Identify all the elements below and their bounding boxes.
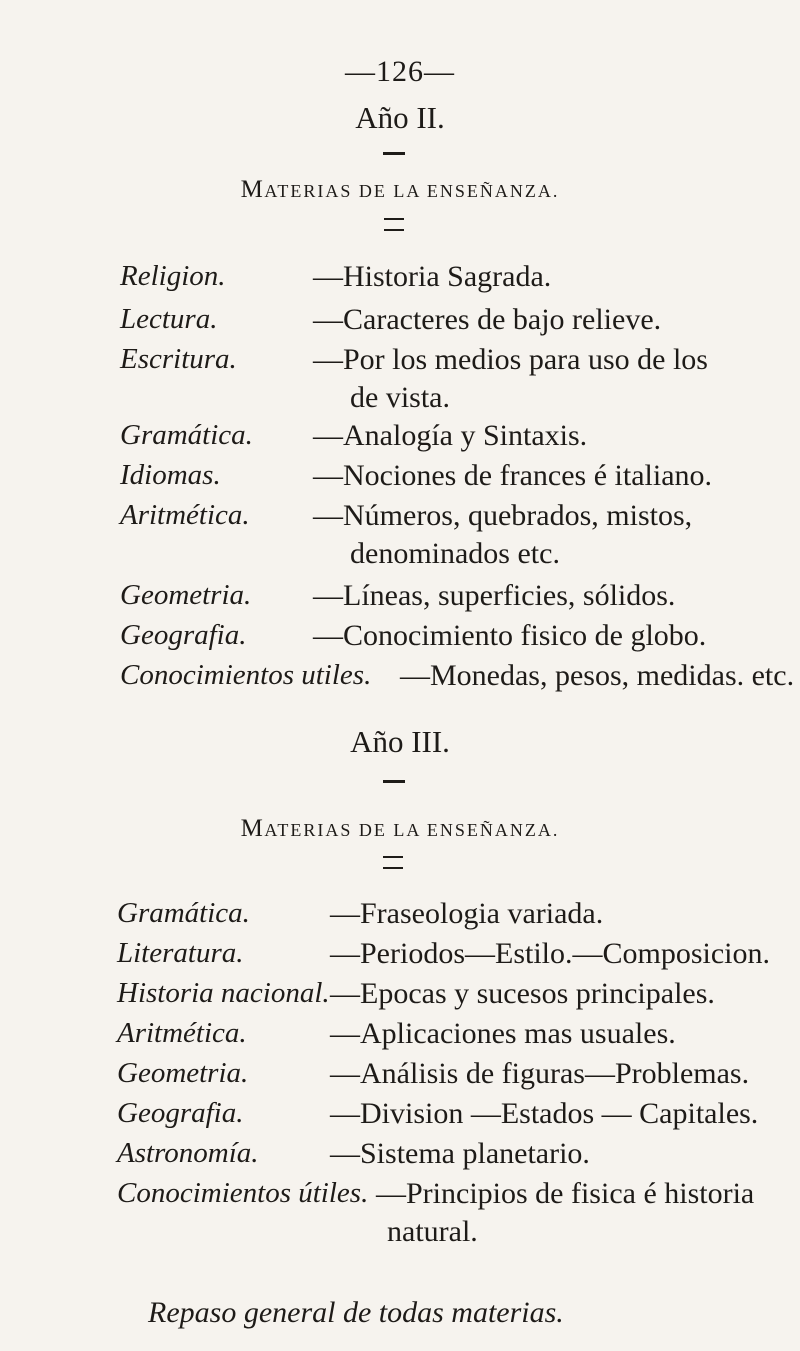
subject-label: Aritmética. bbox=[120, 499, 250, 531]
list-item bbox=[0, 937, 800, 977]
subject-label: Religion. bbox=[120, 260, 226, 292]
subject-label: Gramática. bbox=[120, 419, 253, 451]
list-item-continuation bbox=[0, 1215, 800, 1255]
subject-description: —Líneas, superficies, sólidos. bbox=[313, 579, 676, 612]
year-heading-ii: Año II. bbox=[355, 100, 445, 135]
subject-description-continued: de vista. bbox=[350, 381, 450, 414]
subject-label: Gramática. bbox=[117, 897, 250, 929]
list-item bbox=[0, 1137, 800, 1177]
subject-description: —Por los medios para uso de los bbox=[313, 343, 708, 376]
subject-description: —Epocas y sucesos principales. bbox=[330, 977, 715, 1010]
short-rule bbox=[383, 780, 405, 783]
footer-note: Repaso general de todas materias. bbox=[148, 1296, 564, 1329]
section-heading-iii: MATERIAS DE LA ENSEÑANZA. bbox=[240, 815, 560, 842]
list-item bbox=[0, 579, 800, 619]
list-item bbox=[0, 977, 800, 1017]
list-item bbox=[0, 619, 800, 659]
subject-description: —Caracteres de bajo relieve. bbox=[313, 303, 662, 336]
subject-description: —Periodos—Estilo.—Composicion. bbox=[330, 937, 771, 970]
subject-description-continued: denominados etc. bbox=[350, 537, 560, 570]
subject-description: —Analogía y Sintaxis. bbox=[313, 419, 588, 452]
list-item bbox=[0, 459, 800, 499]
list-item bbox=[0, 499, 800, 539]
subject-label: Aritmética. bbox=[117, 1017, 247, 1049]
subject-label: Lectura. bbox=[120, 303, 218, 335]
list-item bbox=[0, 343, 800, 383]
list-item-continuation bbox=[0, 381, 800, 421]
list-item bbox=[0, 419, 800, 459]
subject-description-continued: natural. bbox=[387, 1215, 478, 1248]
short-rule bbox=[383, 152, 405, 155]
subject-label: Geografia. bbox=[117, 1097, 244, 1129]
subject-description: —Análisis de figuras—Problemas. bbox=[330, 1057, 750, 1090]
subject-label: Geometria. bbox=[120, 579, 252, 611]
list-item bbox=[0, 1177, 800, 1217]
subject-description: —Historia Sagrada. bbox=[313, 260, 552, 293]
subject-description: —Monedas, pesos, medidas. etc. bbox=[400, 659, 795, 692]
list-item bbox=[0, 1017, 800, 1057]
subject-description: —Division —Estados — Capitales. bbox=[330, 1097, 759, 1130]
subject-description: —Sistema planetario. bbox=[330, 1137, 590, 1170]
list-item bbox=[0, 659, 800, 699]
subject-label: Astronomía. bbox=[117, 1137, 259, 1169]
subject-label: Geometria. bbox=[117, 1057, 249, 1089]
page-number: —126— bbox=[345, 55, 455, 88]
subject-label: Literatura. bbox=[117, 937, 244, 969]
double-rule bbox=[383, 856, 403, 869]
subject-label: Idiomas. bbox=[120, 459, 221, 491]
subject-label: Conocimientos utiles. bbox=[120, 659, 372, 691]
subject-label: Escritura. bbox=[120, 343, 237, 375]
year-heading-iii: Año III. bbox=[350, 724, 450, 759]
list-item bbox=[0, 303, 800, 343]
subject-description: —Nociones de frances é italiano. bbox=[313, 459, 713, 492]
subject-description: —Conocimiento fisico de globo. bbox=[313, 619, 707, 652]
subject-label: Conocimientos útiles. bbox=[117, 1177, 369, 1209]
list-item bbox=[0, 1057, 800, 1097]
subject-description: —Aplicaciones mas usuales. bbox=[330, 1017, 676, 1050]
subject-label: Geografia. bbox=[120, 619, 247, 651]
list-item bbox=[0, 1097, 800, 1137]
subject-description: —Fraseologia variada. bbox=[330, 897, 604, 930]
list-item bbox=[0, 897, 800, 937]
section-heading-ii: MATERIAS DE LA ENSEÑANZA. bbox=[240, 176, 560, 203]
list-item bbox=[0, 260, 800, 300]
subject-label: Historia nacional. bbox=[117, 977, 330, 1009]
list-item-continuation bbox=[0, 537, 800, 577]
subject-description: —Principios de fisica é historia bbox=[376, 1177, 755, 1210]
subject-description: —Números, quebrados, mistos, bbox=[313, 499, 693, 532]
double-rule bbox=[384, 218, 404, 231]
